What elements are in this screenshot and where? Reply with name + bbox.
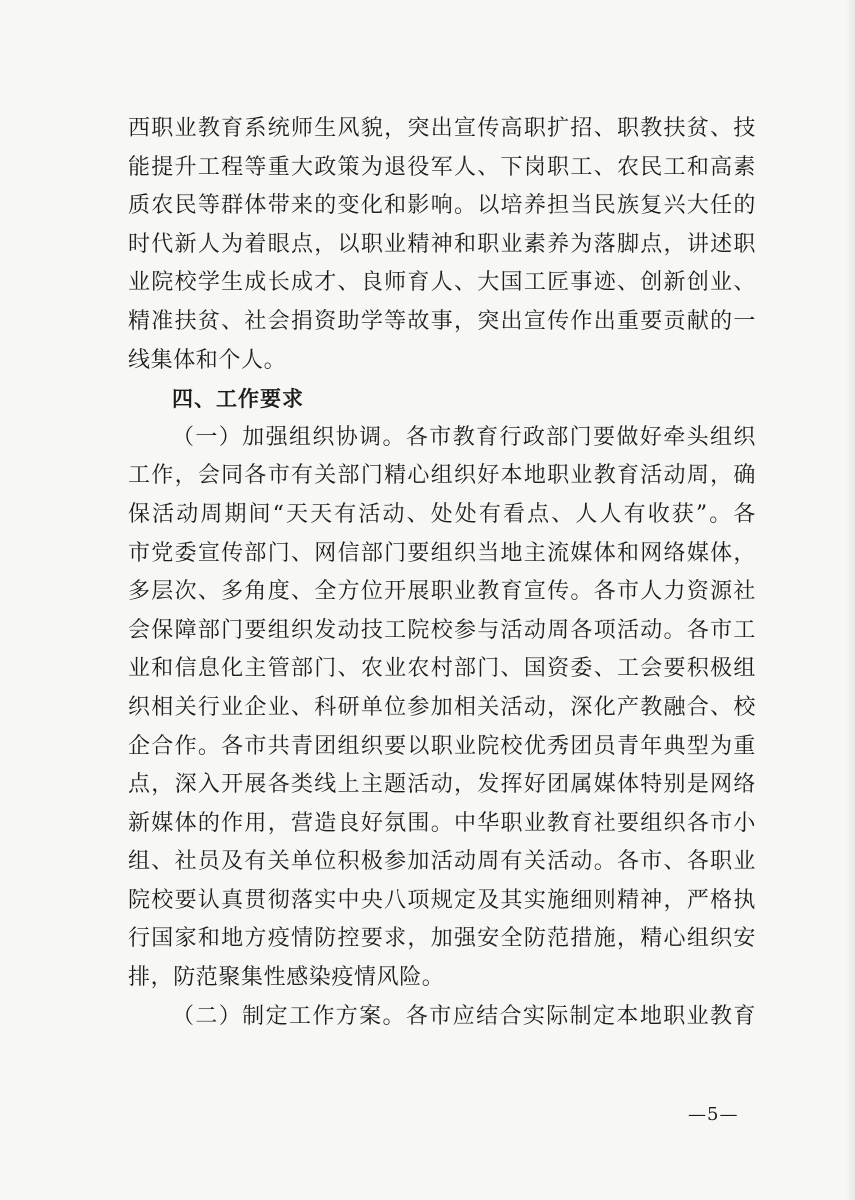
body-line: 业院校学生成长成才、良师育人、大国工匠事迹、创新创业、 <box>128 270 756 296</box>
paragraph-line: 会保障部门要组织发动技工院校参与活动周各项活动。各市工 <box>128 617 756 643</box>
paragraph-line: 组、社员及有关单位积极参加活动周有关活动。各市、各职业 <box>128 849 756 875</box>
paragraph-line: 点，深入开展各类线上主题活动，发挥好团属媒体特别是网络 <box>128 772 756 798</box>
paragraph-line: 新媒体的作用，营造良好氛围。中华职业教育社要组织各市小 <box>128 810 756 836</box>
document-body <box>128 110 756 1036</box>
paragraph-line: 多层次、多角度、全方位开展职业教育宣传。各市人力资源社 <box>128 579 756 605</box>
body-line: 西职业教育系统师生风貌，突出宣传高职扩招、职教扶贫、技 <box>128 116 756 141</box>
body-line: 线集体和个人。 <box>128 347 287 373</box>
paragraph-line: 排，防范聚集性感染疫情风险。 <box>128 965 445 991</box>
paragraph-line: 市党委宣传部门、网信部门要组织当地主流媒体和网络媒体， <box>128 540 756 566</box>
paragraph-line: 院校要认真贯彻落实中央八项规定及其实施细则精神，严格执 <box>128 887 756 913</box>
paragraph-line: 企合作。各市共青团组织要以职业院校优秀团员青年典型为重 <box>128 733 756 759</box>
page-number: —5— <box>688 1104 739 1125</box>
body-line: 能提升工程等重大政策为退役军人、下岗职工、农民工和高素 <box>128 154 756 180</box>
body-line: 时代新人为着眼点，以职业精神和职业素养为落脚点，讲述职 <box>128 231 756 257</box>
paragraph-line: （二）制定工作方案。各市应结合实际制定本地职业教育 <box>172 1003 756 1029</box>
paragraph-line: （一）加强组织协调。各市教育行政部门要做好牵头组织 <box>172 424 756 450</box>
body-line: 质农民等群体带来的变化和影响。以培养担当民族复兴大任的 <box>128 193 756 219</box>
paragraph-line: 行国家和地方疫情防控要求，加强安全防范措施，精心组织安 <box>128 926 756 952</box>
section-heading: 四、工作要求 <box>172 387 304 412</box>
page-edge-shadow <box>845 0 855 1200</box>
paragraph-line: 保活动周期间“天天有活动、处处有看点、人人有收获”。各 <box>128 501 756 527</box>
paragraph-line: 工作，会同各市有关部门精心组织好本地职业教育活动周，确 <box>128 463 756 489</box>
body-line: 精准扶贫、社会捐资助学等故事，突出宣传作出重要贡献的一 <box>128 308 756 334</box>
paragraph-line: 业和信息化主管部门、农业农村部门、国资委、工会要积极组 <box>128 656 756 682</box>
paragraph-line: 织相关行业企业、科研单位参加相关活动，深化产教融合、校 <box>128 694 756 720</box>
